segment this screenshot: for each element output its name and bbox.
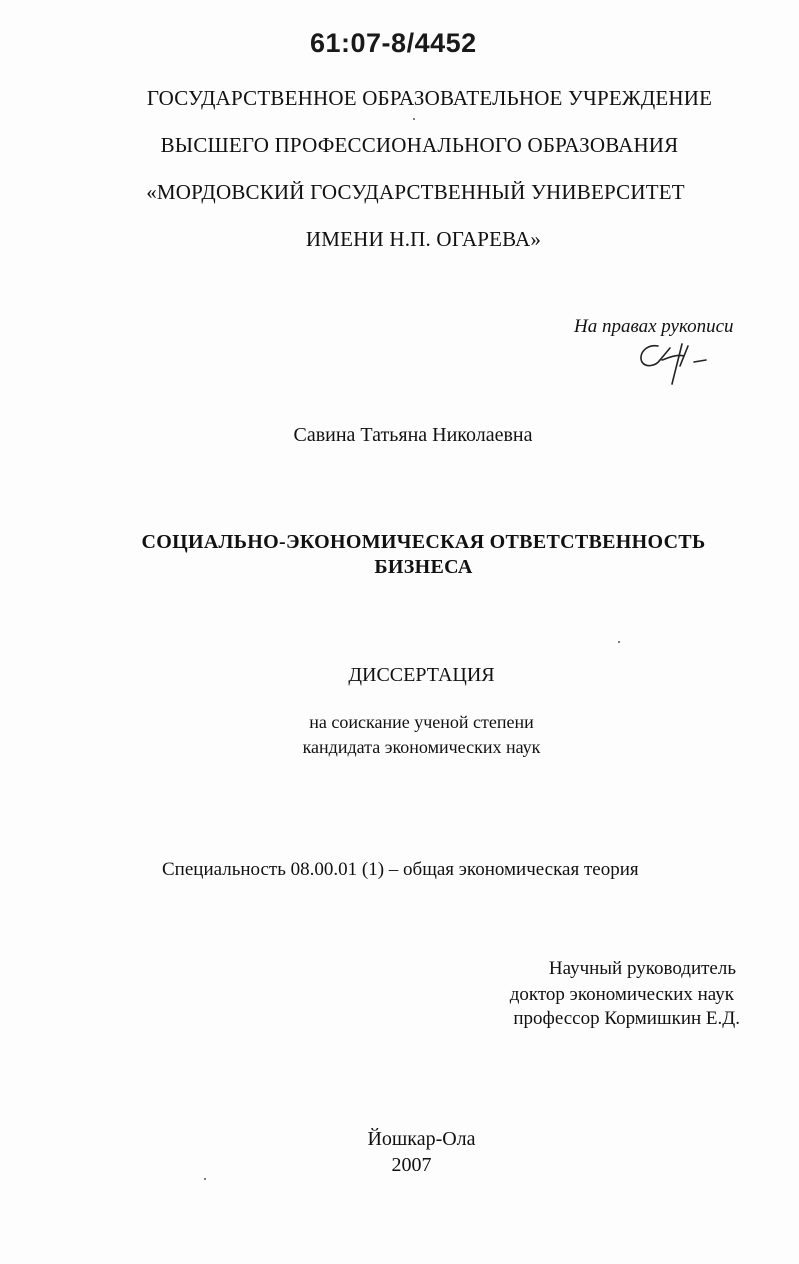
specialty: Специальность 08.00.01 (1) – общая экономическая теория [162,859,639,880]
scan-speck [413,118,415,120]
handwritten-signature [636,340,716,388]
supervisor-degree: доктор экономических наук [509,984,734,1005]
document-type: ДИССЕРТАЦИЯ [348,664,495,686]
manuscript-note: На правах рукописи [574,316,734,337]
institution-line-2: ВЫСШЕГО ПРОФЕССИОНАЛЬНОГО ОБРАЗОВАНИЯ [160,133,679,157]
supervisor-role: Научный руководитель [548,958,736,979]
institution-line-3: «МОРДОВСКИЙ ГОСУДАРСТВЕННЫЙ УНИВЕРСИТЕТ [146,180,685,204]
scan-speck [618,641,620,643]
supervisor-name: профессор Кормишкин Е.Д. [513,1008,740,1029]
catalog-number: 61:07-8/4452 [310,28,477,58]
scan-speck [204,1178,206,1180]
dissertation-title-line-2: БИЗНЕСА [374,556,473,578]
institution-line-1: ГОСУДАРСТВЕННОЕ ОБРАЗОВАТЕЛЬНОЕ УЧРЕЖДЕНИЕ [146,86,713,110]
degree-line-1: на соискание ученой степени [309,712,534,732]
author-name: Савина Татьяна Николаевна [293,424,533,446]
degree-line-2: кандидата экономических наук [302,737,541,757]
city: Йошкар-Ола [367,1128,476,1150]
year: 2007 [391,1154,432,1176]
dissertation-title-line-1: СОЦИАЛЬНО-ЭКОНОМИЧЕСКАЯ ОТВЕТСТВЕННОСТЬ [141,531,706,553]
institution-line-4: ИМЕНИ Н.П. ОГАРЕВА» [305,227,542,251]
